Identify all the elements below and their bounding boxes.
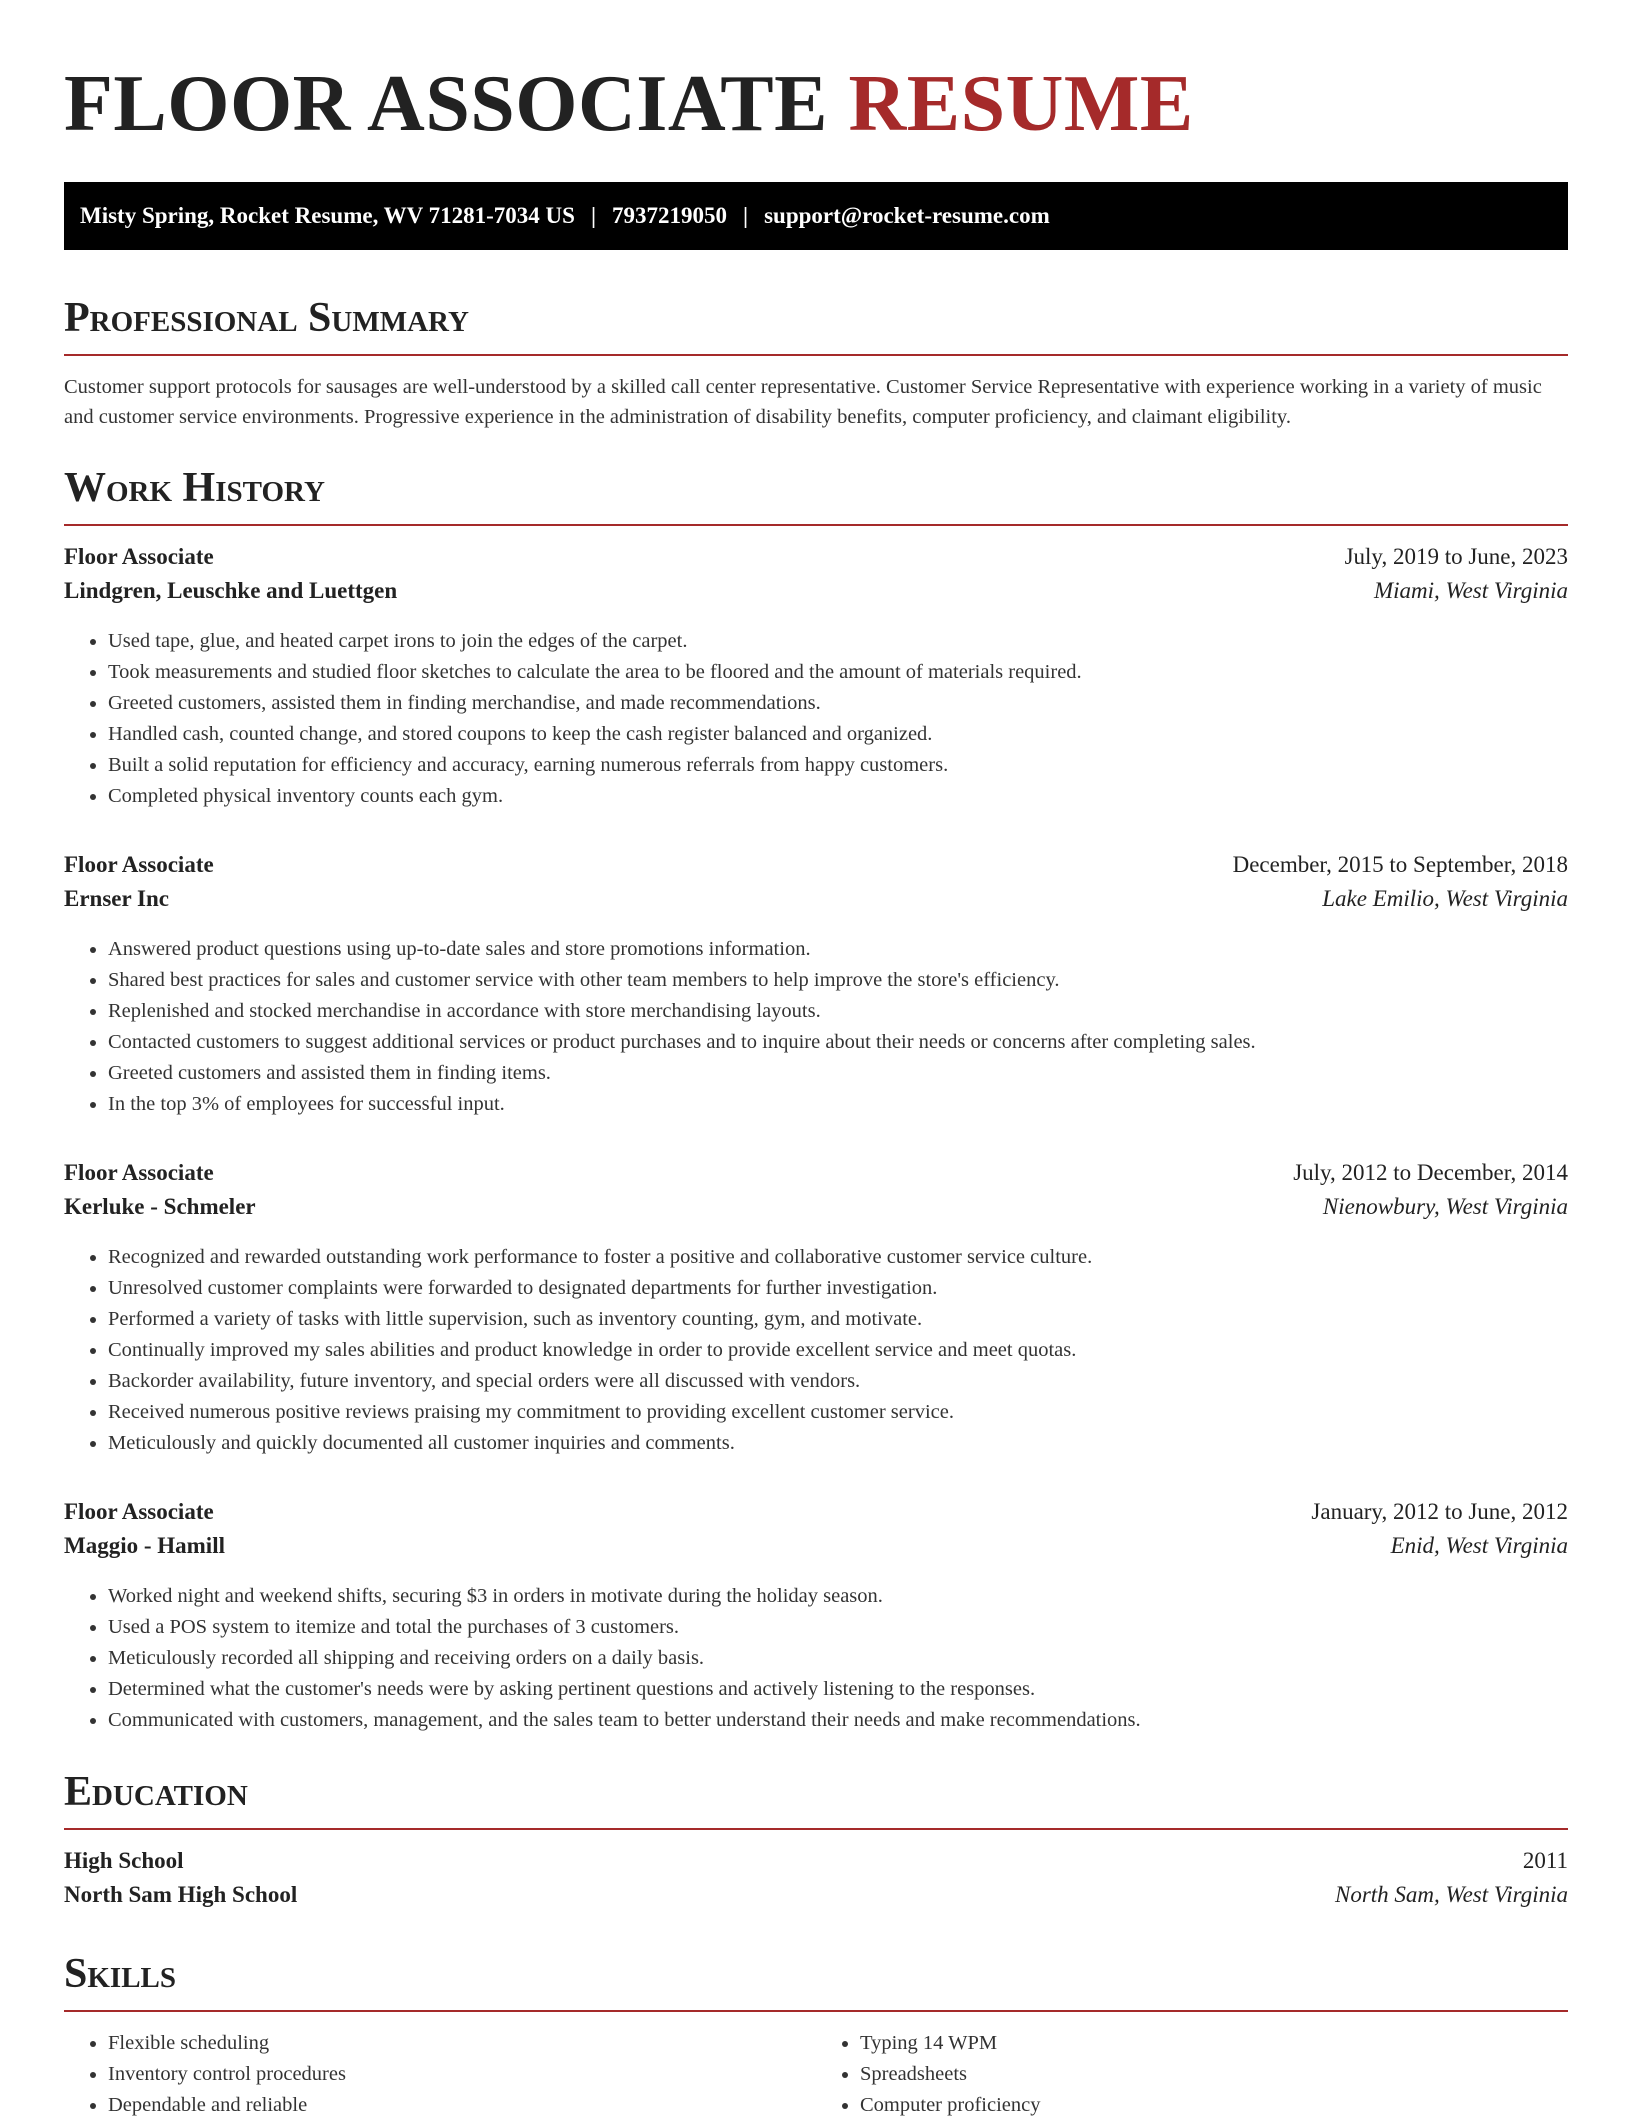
job-row-top — [64, 1160, 1568, 1194]
education-heading: Education — [64, 1766, 1568, 1830]
education-row-top — [64, 1848, 1568, 1882]
education-school: North Sam High School — [64, 1882, 298, 1907]
contact-address: Misty Spring, Rocket Resume, WV 71281-7034 US — [80, 203, 575, 228]
job-row-top — [64, 1499, 1568, 1533]
resume-title — [64, 58, 1568, 150]
job-title: Floor Associate — [64, 852, 214, 877]
skills-heading: Skills — [64, 1948, 1568, 2012]
job-bullet-item: • Meticulously and quickly documented all customer inquiries and comments. — [108, 1428, 1568, 1459]
skill-item: • Typing 14 WPM — [860, 2028, 1568, 2059]
summary-heading: Professional Summary — [64, 292, 1568, 356]
job-company: Ernser Inc — [64, 886, 169, 911]
skill-item: • Inventory control procedures — [108, 2059, 816, 2090]
skills-list-right — [816, 2028, 1568, 2121]
job-bullet-item: • Used a POS system to itemize and total the purchases of 3 customers. — [108, 1612, 1568, 1643]
job-row-bottom — [64, 1194, 1568, 1230]
job-bullet-item: • Used tape, glue, and heated carpet irons to join the edges of the carpet. — [108, 626, 1568, 657]
contact-phone: 7937219050 — [612, 203, 728, 228]
job-entry — [64, 1499, 1568, 1736]
job-row-bottom — [64, 1533, 1568, 1569]
work-history-section — [64, 462, 1568, 1736]
job-bullet-item: • Communicated with customers, management, and the sales team to better understand their needs and make recommendations. — [108, 1705, 1568, 1736]
contact-separator: | — [590, 203, 597, 228]
job-entry — [64, 544, 1568, 812]
summary-section — [64, 292, 1568, 432]
work-history-heading: Work History — [64, 462, 1568, 526]
contact-bar — [64, 182, 1568, 250]
job-dates: July, 2012 to December, 2014 — [1293, 1160, 1568, 1185]
job-bullet-item: • Worked night and weekend shifts, securing $3 in orders in motivate during the holiday season. — [108, 1581, 1568, 1612]
skills-grid — [64, 2028, 1568, 2121]
skill-item: • Flexible scheduling — [108, 2028, 816, 2059]
job-bullet-item: • Answered product questions using up-to-date sales and store promotions information. — [108, 934, 1568, 965]
job-dates: July, 2019 to June, 2023 — [1344, 544, 1568, 569]
job-row-top — [64, 852, 1568, 886]
job-bullets — [64, 626, 1568, 812]
job-bullet-item: • Performed a variety of tasks with little supervision, such as inventory counting, gym, and motivate. — [108, 1304, 1568, 1335]
job-bullets — [64, 934, 1568, 1120]
job-company: Lindgren, Leuschke and Luettgen — [64, 578, 398, 603]
contact-separator: | — [743, 203, 749, 228]
education-degree: High School — [64, 1848, 184, 1873]
summary-text: Customer support protocols for sausages are well-understood by a skilled call center representative. Customer Service Representative with experience working in a variety of music and customer service environments. Progressive experience in the administration of disability benefits, computer proficiency, and claimant eligibility. — [64, 376, 1542, 428]
job-bullet-item: • Greeted customers and assisted them in finding items. — [108, 1058, 1568, 1089]
job-bullet-item: • Greeted customers, assisted them in finding merchandise, and made recommendations. — [108, 688, 1568, 719]
job-bullet-item: • Contacted customers to suggest additional services or product purchases and to inquire about their needs or concerns after completing sales. — [108, 1027, 1568, 1058]
job-bullets — [64, 1242, 1568, 1459]
job-bullet-item: • In the top 3% of employees for successful input. — [108, 1089, 1568, 1120]
skill-item: • Computer proficiency — [860, 2090, 1568, 2121]
job-location: Enid, West Virginia — [1390, 1533, 1568, 1558]
education-location: North Sam, West Virginia — [1335, 1882, 1568, 1907]
title-main: FLOOR ASSOCIATE — [64, 60, 828, 148]
job-bullet-item: • Meticulously recorded all shipping and receiving orders on a daily basis. — [108, 1643, 1568, 1674]
job-location: Nienowbury, West Virginia — [1322, 1194, 1568, 1219]
job-bullet-item: • Unresolved customer complaints were forwarded to designated departments for further investigation. — [108, 1273, 1568, 1304]
education-row-bottom — [64, 1882, 1568, 1918]
contact-email: support@rocket-resume.com — [764, 203, 1050, 228]
job-bullet-item: • Determined what the customer's needs were by asking pertinent questions and actively listening to the responses. — [108, 1674, 1568, 1705]
job-bullet-item: • Replenished and stocked merchandise in accordance with store merchandising layouts. — [108, 996, 1568, 1027]
education-year: 2011 — [1522, 1848, 1568, 1873]
job-bullet-item: • Built a solid reputation for efficiency and accuracy, earning numerous referrals from happy customers. — [108, 750, 1568, 781]
job-entry — [64, 852, 1568, 1120]
job-entry — [64, 1160, 1568, 1459]
job-bullet-item: • Shared best practices for sales and customer service with other team members to help improve the store's efficiency. — [108, 965, 1568, 996]
job-bullet-item: • Backorder availability, future inventory, and special orders were all discussed with vendors. — [108, 1366, 1568, 1397]
skills-section — [64, 1948, 1568, 2121]
job-company: Kerluke - Schmeler — [64, 1194, 256, 1219]
job-row-bottom — [64, 886, 1568, 922]
job-location: Miami, West Virginia — [1373, 578, 1568, 603]
skill-item: • Dependable and reliable — [108, 2090, 816, 2121]
job-title: Floor Associate — [64, 1160, 214, 1185]
job-row-bottom — [64, 578, 1568, 614]
job-title: Floor Associate — [64, 1499, 214, 1524]
skill-item: • Spreadsheets — [860, 2059, 1568, 2090]
jobs-list — [64, 544, 1568, 1736]
job-dates: January, 2012 to June, 2012 — [1311, 1499, 1568, 1524]
job-title: Floor Associate — [64, 544, 214, 569]
job-bullets — [64, 1581, 1568, 1736]
education-section — [64, 1766, 1568, 1918]
job-bullet-item: • Completed physical inventory counts each gym. — [108, 781, 1568, 812]
skills-list-left — [64, 2028, 816, 2121]
job-bullet-item: • Received numerous positive reviews praising my commitment to providing excellent customer service. — [108, 1397, 1568, 1428]
job-location: Lake Emilio, West Virginia — [1322, 886, 1568, 911]
job-bullet-item: • Took measurements and studied floor sketches to calculate the area to be floored and the amount of materials required. — [108, 657, 1568, 688]
job-dates: December, 2015 to September, 2018 — [1232, 852, 1568, 877]
job-bullet-item: • Continually improved my sales abilities and product knowledge in order to provide excellent service and meet quotas. — [108, 1335, 1568, 1366]
job-bullet-item: • Recognized and rewarded outstanding work performance to foster a positive and collaborative customer service culture. — [108, 1242, 1568, 1273]
title-accent: RESUME — [848, 60, 1194, 148]
job-bullet-item: • Handled cash, counted change, and stored coupons to keep the cash register balanced and organized. — [108, 719, 1568, 750]
job-row-top — [64, 544, 1568, 578]
job-company: Maggio - Hamill — [64, 1533, 225, 1558]
education-entry — [64, 1848, 1568, 1918]
